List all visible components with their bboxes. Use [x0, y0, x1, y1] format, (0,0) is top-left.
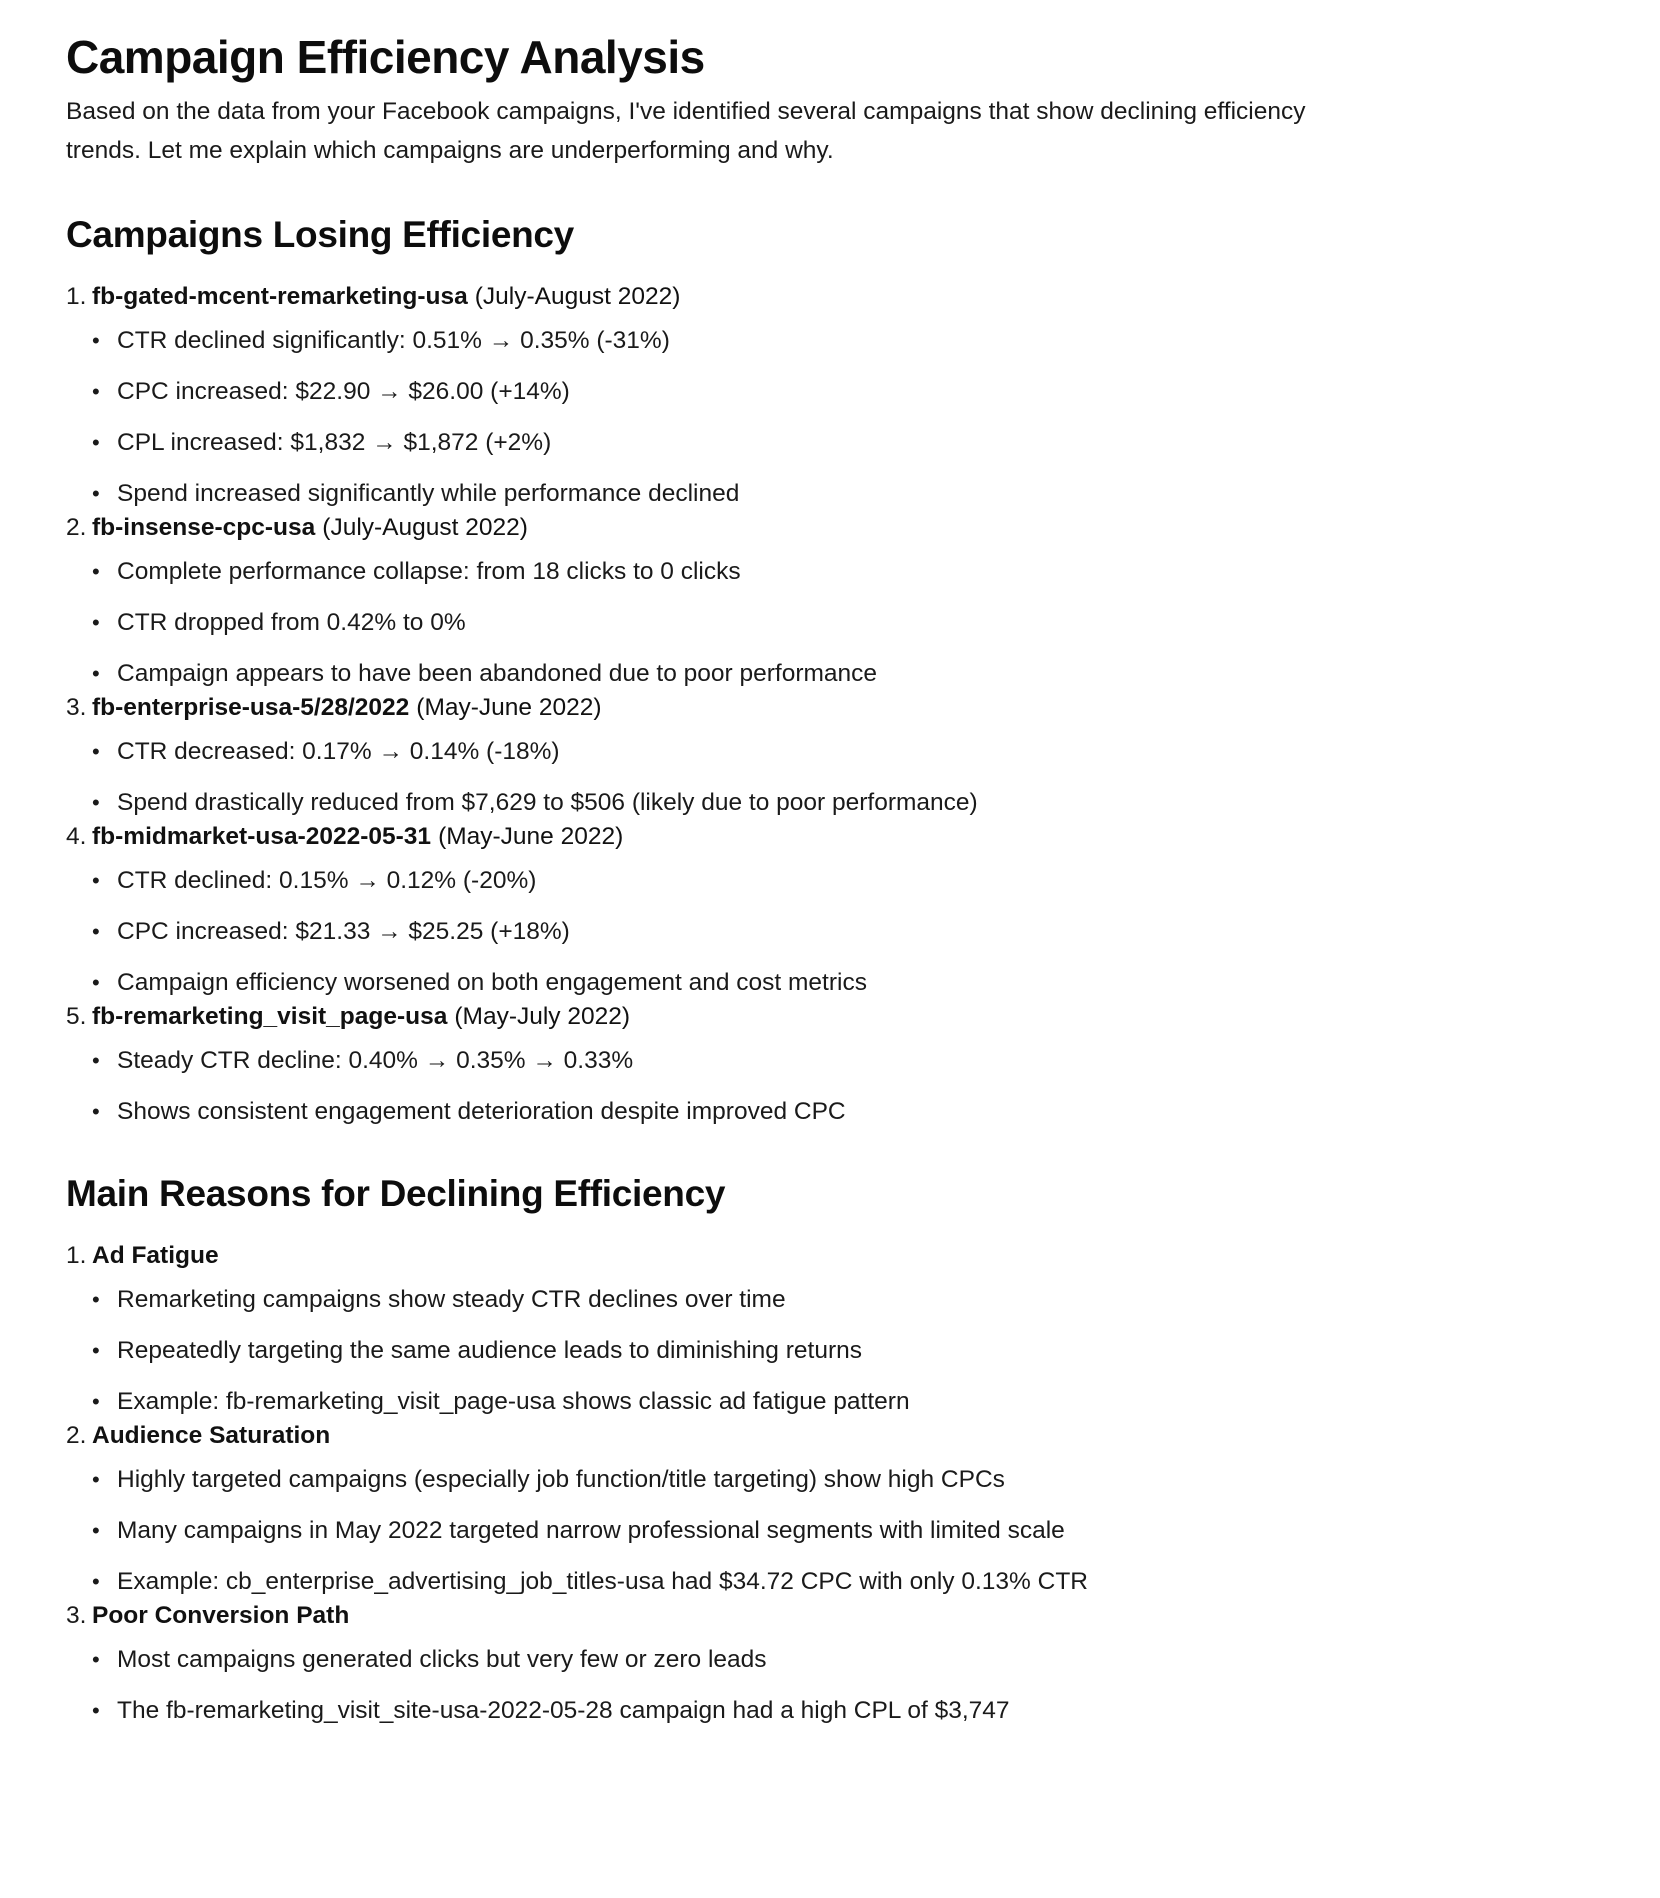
reason-item — [66, 1239, 1366, 1419]
list-number: 3. — [66, 694, 87, 721]
list-item: • Repeatedly targeting the same audience leads to diminishing returns — [66, 1334, 1366, 1368]
bullet-icon: • — [92, 1467, 100, 1492]
list-item: • Most campaigns generated clicks but very few or zero leads — [66, 1643, 1366, 1677]
reasons-list — [66, 1239, 1366, 1728]
list-item: • Shows consistent engagement deterioration despite improved CPC — [66, 1095, 1366, 1129]
list-item: • Highly targeted campaigns (especially job function/title targeting) show high CPCs — [66, 1463, 1366, 1497]
document — [66, 22, 1366, 1728]
list-number: 5. — [66, 1003, 87, 1030]
bullet-icon: • — [92, 430, 100, 455]
campaign-name: fb-gated-mcent-remarketing-usa — [92, 283, 468, 310]
bullet-icon: • — [92, 919, 100, 944]
campaign-period: (May-June 2022) — [438, 823, 624, 850]
list-number: 4. — [66, 823, 87, 850]
bullet-icon: • — [92, 1647, 100, 1672]
campaign-item — [66, 280, 1366, 511]
bullet-icon: • — [92, 661, 100, 686]
bullet-icon: • — [92, 1569, 100, 1594]
campaign-period: (May-June 2022) — [416, 694, 602, 721]
bullet-icon: • — [92, 868, 100, 893]
list-item: • CTR dropped from 0.42% to 0% — [66, 606, 1366, 640]
reason-item — [66, 1419, 1366, 1599]
bullet-icon: • — [92, 379, 100, 404]
list-item: • Spend increased significantly while performance declined — [66, 477, 1366, 511]
reason-item — [66, 1599, 1366, 1728]
list-item: • Example: cb_enterprise_advertising_job_titles-usa had $34.72 CPC with only 0.13% CTR — [66, 1565, 1366, 1599]
bullet-icon: • — [92, 739, 100, 764]
reason-title: Ad Fatigue — [92, 1242, 219, 1269]
list-number: 1. — [66, 1242, 87, 1269]
section-heading-main-reasons: Main Reasons for Declining Efficiency — [66, 1173, 726, 1214]
bullet-icon: • — [92, 559, 100, 584]
list-item: • CPC increased: $21.33 → $25.25 (+18%) — [66, 915, 1366, 949]
list-item: • Many campaigns in May 2022 targeted narrow professional segments with limited scale — [66, 1514, 1366, 1548]
list-number: 2. — [66, 1422, 87, 1449]
list-item: • Steady CTR decline: 0.40% → 0.35% → 0.33% — [66, 1044, 1366, 1078]
campaign-name: fb-insense-cpc-usa — [92, 514, 316, 541]
list-item: • CTR declined significantly: 0.51% → 0.35% (-31%) — [66, 324, 1366, 358]
list-item: • CPC increased: $22.90 → $26.00 (+14%) — [66, 375, 1366, 409]
list-number: 2. — [66, 514, 87, 541]
bullet-icon: • — [92, 790, 100, 815]
campaign-name: fb-remarketing_visit_page-usa — [92, 1003, 448, 1030]
bullet-icon: • — [92, 328, 100, 353]
campaign-item — [66, 691, 1366, 820]
bullet-icon: • — [92, 1338, 100, 1363]
campaign-period: (July-August 2022) — [322, 514, 528, 541]
section-heading-campaigns-losing-efficiency: Campaigns Losing Efficiency — [66, 214, 574, 255]
bullet-icon: • — [92, 610, 100, 635]
bullet-icon: • — [92, 1048, 100, 1073]
list-item: • The fb-remarketing_visit_site-usa-2022-05-28 campaign had a high CPL of $3,747 — [66, 1694, 1366, 1728]
list-item: • Campaign efficiency worsened on both engagement and cost metrics — [66, 966, 1366, 1000]
list-item: • Campaign appears to have been abandoned due to poor performance — [66, 657, 1366, 691]
page-title: Campaign Efficiency Analysis — [66, 31, 705, 83]
campaign-period: (May-July 2022) — [454, 1003, 631, 1030]
campaign-item — [66, 511, 1366, 691]
intro-paragraph: Based on the data from your Facebook campaigns, I've identified several campaigns that show declining efficiency trends. Let me explain which campaigns are underperforming and why. — [66, 98, 1306, 164]
campaign-item — [66, 820, 1366, 1000]
list-number: 1. — [66, 283, 87, 310]
bullet-icon: • — [92, 1099, 100, 1124]
bullet-icon: • — [92, 970, 100, 995]
list-item: • Spend drastically reduced from $7,629 to $506 (likely due to poor performance) — [66, 786, 1366, 820]
list-item: • Remarketing campaigns show steady CTR declines over time — [66, 1283, 1366, 1317]
campaign-name: fb-midmarket-usa-2022-05-31 — [92, 823, 432, 850]
list-item: • Complete performance collapse: from 18 clicks to 0 clicks — [66, 555, 1366, 589]
campaign-name: fb-enterprise-usa-5/28/2022 — [92, 694, 410, 721]
bullet-icon: • — [92, 1287, 100, 1312]
list-item: • CTR declined: 0.15% → 0.12% (-20%) — [66, 864, 1366, 898]
bullet-icon: • — [92, 1389, 100, 1414]
bullet-icon: • — [92, 1518, 100, 1543]
reason-title: Poor Conversion Path — [92, 1602, 350, 1629]
list-item: • CTR decreased: 0.17% → 0.14% (-18%) — [66, 735, 1366, 769]
bullet-icon: • — [92, 1698, 100, 1723]
campaign-period: (July-August 2022) — [474, 283, 681, 310]
list-number: 3. — [66, 1602, 87, 1629]
reason-title: Audience Saturation — [92, 1422, 331, 1449]
list-item: • CPL increased: $1,832 → $1,872 (+2%) — [66, 426, 1366, 460]
list-item: • Example: fb-remarketing_visit_page-usa shows classic ad fatigue pattern — [66, 1385, 1366, 1419]
bullet-icon: • — [92, 481, 100, 506]
campaign-list — [66, 280, 1366, 1129]
campaign-item — [66, 1000, 1366, 1129]
